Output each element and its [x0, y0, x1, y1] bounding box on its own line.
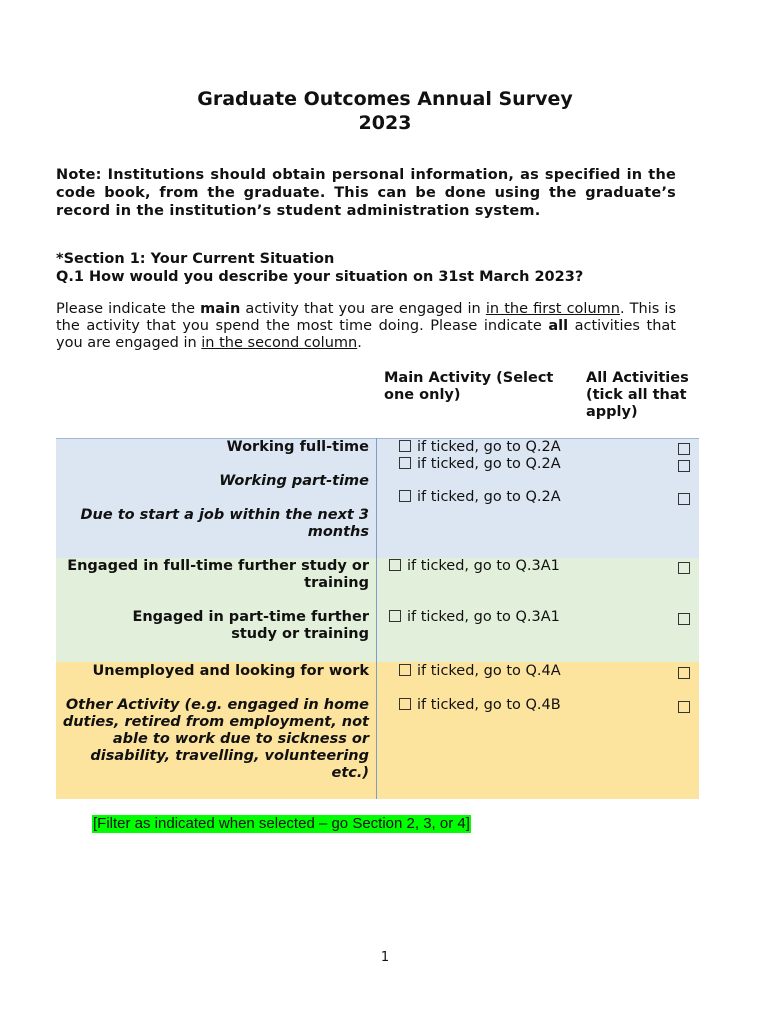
- instr-first-column: in the first column: [485, 301, 620, 317]
- row-label-working-part-time: Working part-time: [219, 473, 369, 489]
- all-checkbox-due-to-start-job[interactable]: [678, 493, 690, 505]
- main-option-full-time-study[interactable]: [389, 558, 560, 575]
- institution-note: Note: Institutions should obtain personal information, as specified in the code book, from the graduate. This can be done using the graduate’s record in the institution’s student administration system.: [56, 167, 676, 219]
- all-checkbox-other-activity[interactable]: [678, 701, 690, 713]
- option-text: if ticked, go to Q.3A1: [407, 558, 560, 574]
- main-option-unemployed[interactable]: [399, 663, 561, 680]
- instr-second-column: in the second column: [201, 335, 358, 351]
- checkbox[interactable]: [389, 559, 401, 571]
- option-text: if ticked, go to Q.2A: [417, 489, 561, 505]
- option-text: if ticked, go to Q.3A1: [407, 609, 560, 625]
- instr-all-emphasis: all: [548, 318, 569, 334]
- section-header: [56, 250, 583, 286]
- checkbox[interactable]: [399, 698, 411, 710]
- all-checkbox-full-time-study[interactable]: [678, 562, 690, 574]
- main-option-other-activity[interactable]: [399, 697, 561, 714]
- all-checkbox-unemployed[interactable]: [678, 667, 690, 679]
- main-activity-column-header: Main Activity (Select one only): [384, 370, 554, 403]
- row-label-working-full-time: Working full-time: [226, 439, 369, 455]
- instr-main-emphasis: main: [200, 301, 241, 317]
- row-label-part-time-study: Engaged in part-time further study or training: [132, 609, 369, 642]
- checkbox[interactable]: [389, 610, 401, 622]
- checkbox[interactable]: [399, 664, 411, 676]
- instr-part: activities that you are engaged in: [56, 318, 676, 351]
- row-label-due-to-start-job: Due to start a job within the next 3 months: [80, 507, 369, 540]
- row-label-full-time-study: Engaged in full-time further study or training: [67, 558, 369, 591]
- checkbox[interactable]: [399, 440, 411, 452]
- main-option-working-part-time[interactable]: [399, 456, 561, 473]
- instr-part: . This is the activity that you spend the most time doing. Please indicate: [56, 301, 677, 334]
- option-text: if ticked, go to Q.4B: [417, 697, 561, 713]
- all-checkbox-working-full-time[interactable]: [678, 443, 690, 455]
- survey-title: Graduate Outcomes Annual Survey: [197, 88, 573, 110]
- instructions: [56, 301, 676, 352]
- survey-year: 2023: [358, 112, 412, 134]
- option-text: if ticked, go to Q.2A: [417, 456, 561, 472]
- row-label-unemployed: Unemployed and looking for work: [92, 663, 369, 679]
- main-option-part-time-study[interactable]: [389, 609, 560, 626]
- row-label-other-activity: Other Activity (e.g. engaged in home duties, retired from employment, not able to work due to sickness or disability, travelling, volunteering etc.): [62, 697, 369, 781]
- column-divider: [376, 438, 377, 799]
- instr-part: activity that you are engaged in: [240, 301, 486, 317]
- checkbox[interactable]: [399, 490, 411, 502]
- page-number: 1: [380, 950, 390, 965]
- checkbox[interactable]: [399, 457, 411, 469]
- option-text: if ticked, go to Q.2A: [417, 439, 561, 455]
- section-heading: *Section 1: Your Current Situation: [56, 251, 335, 267]
- all-activities-column-header: All Activities (tick all that apply): [586, 370, 689, 420]
- main-option-due-to-start-job[interactable]: [399, 489, 561, 506]
- all-checkbox-working-part-time[interactable]: [678, 460, 690, 472]
- option-text: if ticked, go to Q.4A: [417, 663, 561, 679]
- main-option-working-full-time[interactable]: [399, 439, 561, 456]
- question-text: Q.1 How would you describe your situation on 31st March 2023?: [56, 269, 584, 285]
- instr-part: .: [357, 335, 362, 351]
- all-checkbox-part-time-study[interactable]: [678, 613, 690, 625]
- instr-part: Please indicate the: [56, 301, 201, 317]
- filter-note: [Filter as indicated when selected – go Section 2, 3, or 4]: [93, 815, 470, 832]
